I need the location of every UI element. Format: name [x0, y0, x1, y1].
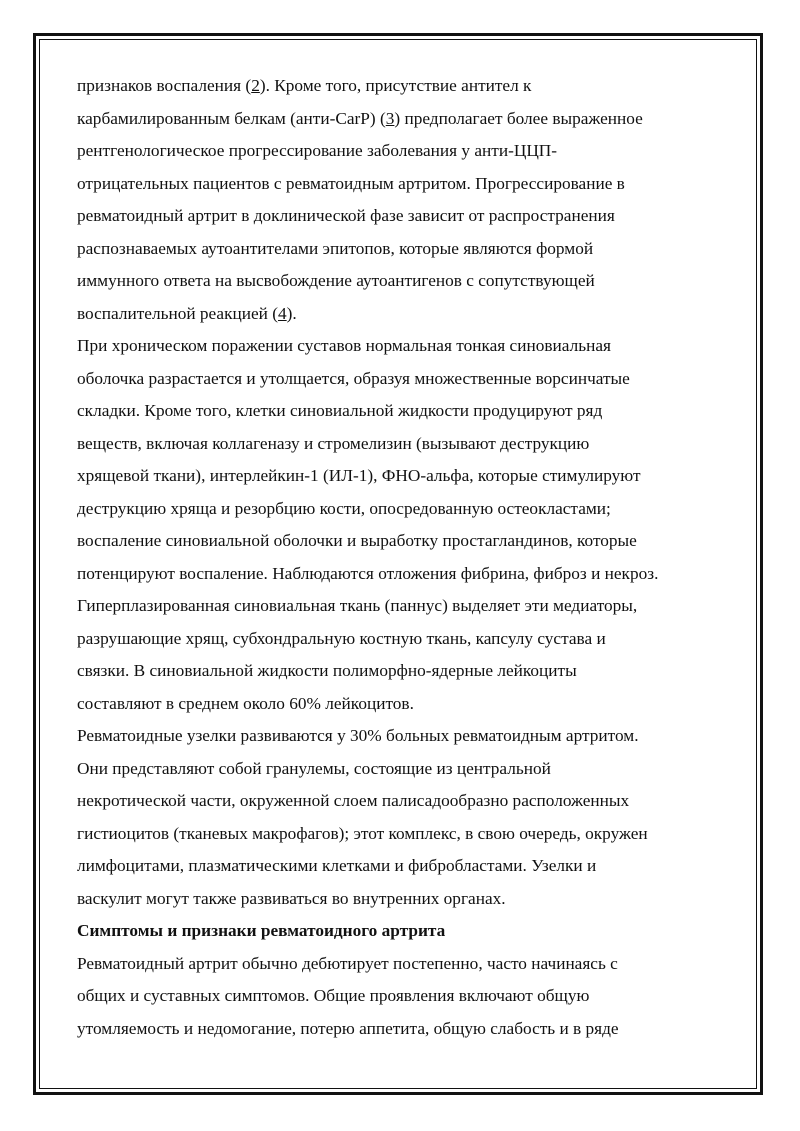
document-text: [77, 70, 727, 1045]
text-line: [77, 1013, 727, 1046]
text-segment: ревматоидный артрит в доклинической фазе зависит от распространения: [77, 206, 615, 225]
text-segment: ). Кроме того, присутствие антител к: [259, 76, 532, 95]
text-segment: хрящевой ткани), интерлейкин-1 (ИЛ-1), ФНО-альфа, которые стимулируют: [77, 466, 641, 485]
text-line: [77, 883, 727, 916]
text-line: [77, 460, 727, 493]
text-line: [77, 850, 727, 883]
text-segment: Ревматоидные узелки развиваются у 30% больных ревматоидным артритом.: [77, 726, 639, 745]
text-line: [77, 525, 727, 558]
text-line: [77, 200, 727, 233]
text-segment: Гиперплазированная синовиальная ткань (паннус) выделяет эти медиаторы,: [77, 596, 638, 615]
text-line: [77, 655, 727, 688]
text-line: [77, 558, 727, 591]
text-line: [77, 753, 727, 786]
text-line: [77, 363, 727, 396]
text-line: [77, 785, 727, 818]
text-segment: складки. Кроме того, клетки синовиальной жидкости продуцируют ряд: [77, 401, 603, 420]
text-segment: распознаваемых аутоантителами эпитопов, которые являются формой: [77, 238, 594, 258]
text-segment: утомляемость и недомогание, потерю аппетита, общую слабость и в ряде: [77, 1018, 619, 1038]
text-segment: воспалительной реакцией (: [77, 303, 278, 323]
text-line: [77, 168, 727, 201]
text-segment: потенцируют воспаление. Наблюдаются отложения фибрина, фиброз и некроз.: [77, 563, 659, 583]
text-segment: лимфоцитами, плазматическими клетками и фибробластами. Узелки и: [77, 856, 597, 875]
text-segment: ).: [286, 303, 297, 323]
text-segment: иммунного ответа на высвобождение аутоантигенов с сопутствующей: [77, 271, 595, 290]
reference-link[interactable]: 2: [251, 76, 260, 95]
text-segment: карбамилированным белкам (анти-CarP) (: [77, 108, 386, 128]
text-line: [77, 688, 727, 721]
text-segment: некротической части, окруженной слоем палисадообразно расположенных: [77, 791, 630, 810]
text-line: [77, 298, 727, 331]
text-line: [77, 70, 727, 103]
text-segment: отрицательных пациентов с ревматоидным артритом. Прогрессирование в: [77, 173, 625, 193]
text-line: [77, 590, 727, 623]
text-segment: Ревматоидный артрит обычно дебютирует постепенно, часто начинаясь с: [77, 953, 618, 973]
text-segment: общих и суставных симптомов. Общие проявления включают общую: [77, 986, 590, 1005]
text-line: [77, 915, 727, 948]
text-segment: оболочка разрастается и утолщается, образуя множественные ворсинчатые: [77, 368, 630, 388]
text-segment: деструкцию хряща и резорбцию кости, опосредованную остеокластами;: [77, 498, 611, 518]
text-line: [77, 623, 727, 656]
text-segment: гистиоцитов (тканевых макрофагов); этот комплекс, в свою очередь, окружен: [77, 823, 648, 843]
text-segment: составляют в среднем около 60% лейкоцитов.: [77, 693, 414, 713]
text-segment: ) предполагает более выраженное: [394, 108, 643, 128]
text-segment: признаков воспаления (: [77, 76, 252, 95]
reference-link[interactable]: 4: [278, 303, 287, 323]
text-segment: веществ, включая коллагеназу и стромелизин (вызывают деструкцию: [77, 433, 590, 453]
text-segment: связки. В синовиальной жидкости полиморфно-ядерные лейкоциты: [77, 661, 577, 680]
text-line: [77, 818, 727, 851]
text-segment: Они представляют собой гранулемы, состоящие из центральной: [77, 758, 551, 778]
reference-link[interactable]: 3: [385, 108, 395, 128]
section-heading: Симптомы и признаки ревматоидного артрита: [77, 921, 446, 940]
text-segment: рентгенологическое прогрессирование заболевания у анти-ЦЦП-: [77, 141, 558, 160]
text-line: [77, 493, 727, 526]
text-line: [77, 720, 727, 753]
text-line: [77, 265, 727, 298]
text-line: [77, 980, 727, 1013]
text-line: [77, 948, 727, 981]
text-segment: разрушающие хрящ, субхондральную костную ткань, капсулу сустава и: [77, 628, 606, 648]
text-line: [77, 330, 727, 363]
text-line: [77, 395, 727, 428]
text-line: [77, 103, 727, 136]
text-segment: При хроническом поражении суставов нормальная тонкая синовиальная: [77, 336, 611, 355]
text-segment: васкулит могут также развиваться во внутренних органах.: [77, 888, 506, 908]
text-segment: воспаление синовиальной оболочки и выработку простагландинов, которые: [77, 531, 637, 550]
text-line: [77, 428, 727, 461]
text-line: [77, 233, 727, 266]
text-line: [77, 135, 727, 168]
